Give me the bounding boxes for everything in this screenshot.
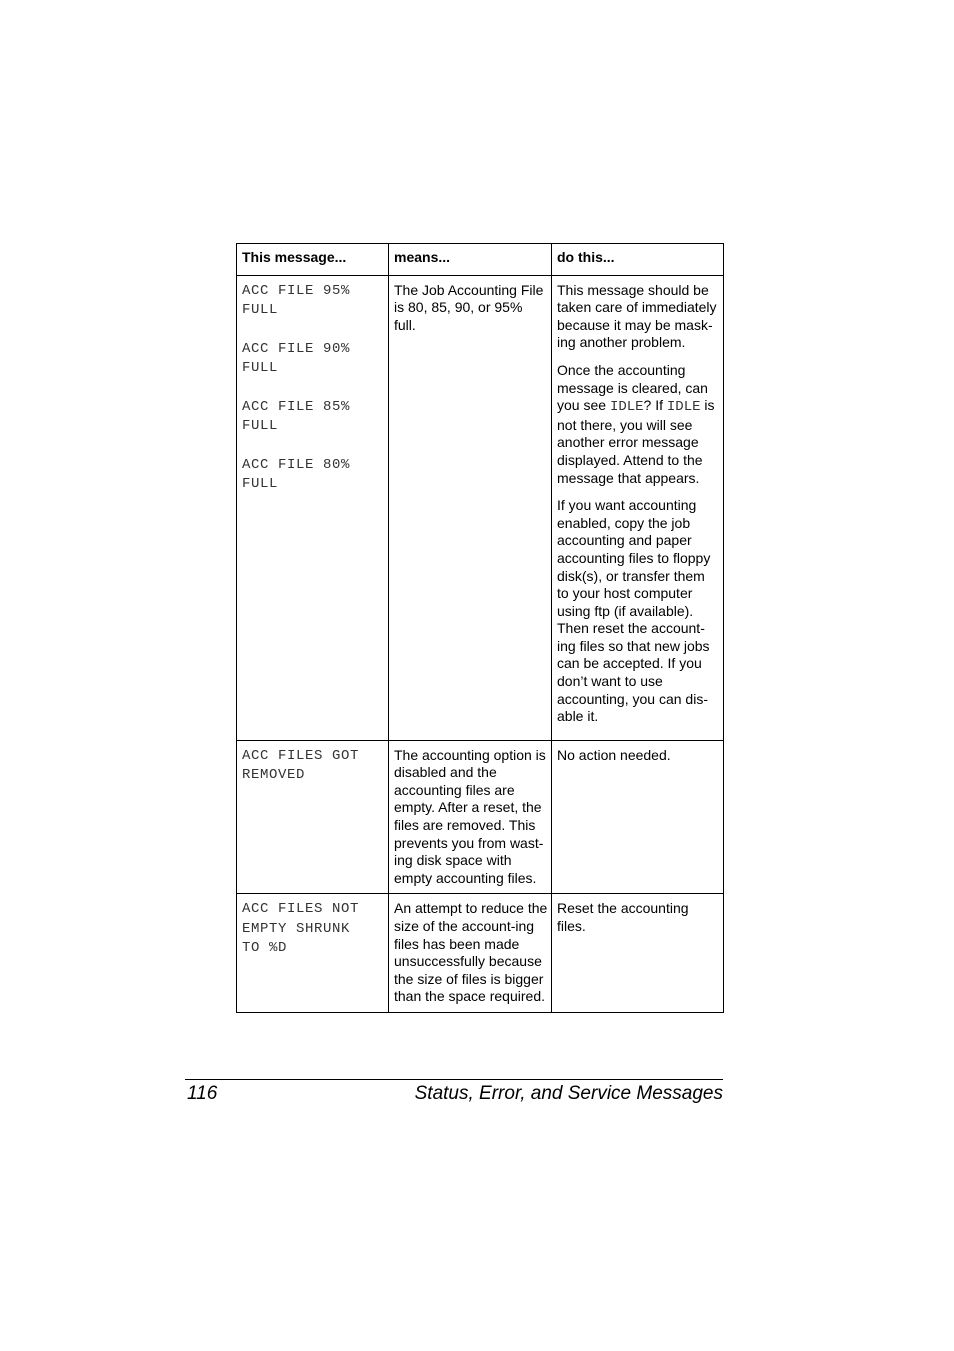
message-code: ACC FILE 80% FULL	[242, 456, 351, 493]
message-code: ACC FILES NOT EMPTY SHRUNK TO %D	[242, 901, 360, 957]
header-this-message: This message...	[237, 244, 389, 276]
message-cell	[237, 275, 389, 740]
do-this-cell	[552, 740, 724, 894]
do-this-cell	[552, 275, 724, 740]
do-this-text: This message should be taken care of immediately because it may be mask-ing another problem.	[557, 281, 717, 351]
message-cell	[237, 740, 389, 894]
message-code: ACC FILES GOT REMOVED	[242, 747, 360, 784]
table-row	[237, 275, 724, 740]
do-this-text: Reset the accounting files.	[557, 900, 689, 934]
message-cell	[237, 894, 389, 1013]
means-cell	[389, 740, 552, 894]
do-this-text: Once the accounting message is cleared, can you see IDLE? If IDLE is not there, you will see another error message displayed. Attend to the message that appears.	[557, 361, 715, 486]
do-this-text: No action needed.	[557, 746, 671, 763]
means-text: An attempt to reduce the size of the account-ing files has been made unsuccessfully because the size of files is bigger than the space required.	[394, 900, 548, 1005]
table-row	[237, 740, 724, 894]
idle-code: IDLE	[609, 399, 644, 416]
means-text: The Job Accounting File is 80, 85, 90, or 95% full.	[394, 281, 544, 333]
means-cell	[389, 275, 552, 740]
status-messages-table	[236, 243, 724, 1013]
section-title: Status, Error, and Service Messages	[414, 1083, 723, 1104]
message-code: ACC FILE 90% FULL	[242, 340, 351, 377]
message-code: ACC FILE 85% FULL	[242, 398, 351, 435]
means-text: The accounting option is disabled and the accounting files are empty. After a reset, the files are removed. This prevents you from wast-ing disk space with empty accounting files.	[394, 746, 546, 886]
header-means: means...	[389, 244, 552, 276]
header-do-this: do this...	[552, 244, 724, 276]
means-cell	[389, 894, 552, 1013]
idle-code: IDLE	[666, 399, 701, 416]
page-number: 116	[187, 1083, 218, 1104]
table-header-row	[237, 244, 724, 276]
message-code: ACC FILE 95% FULL	[242, 282, 351, 319]
do-this-cell	[552, 894, 724, 1013]
footer-divider	[185, 1079, 723, 1080]
table-row	[237, 894, 724, 1013]
do-this-text: If you want accounting enabled, copy the job accounting and paper accounting files to floppy disk(s), or transfer them to your host computer using ftp (if available). Then reset the account-ing files so that new jobs can be accepted. If you don’t want to use accounting, you can dis-able it.	[557, 497, 711, 725]
